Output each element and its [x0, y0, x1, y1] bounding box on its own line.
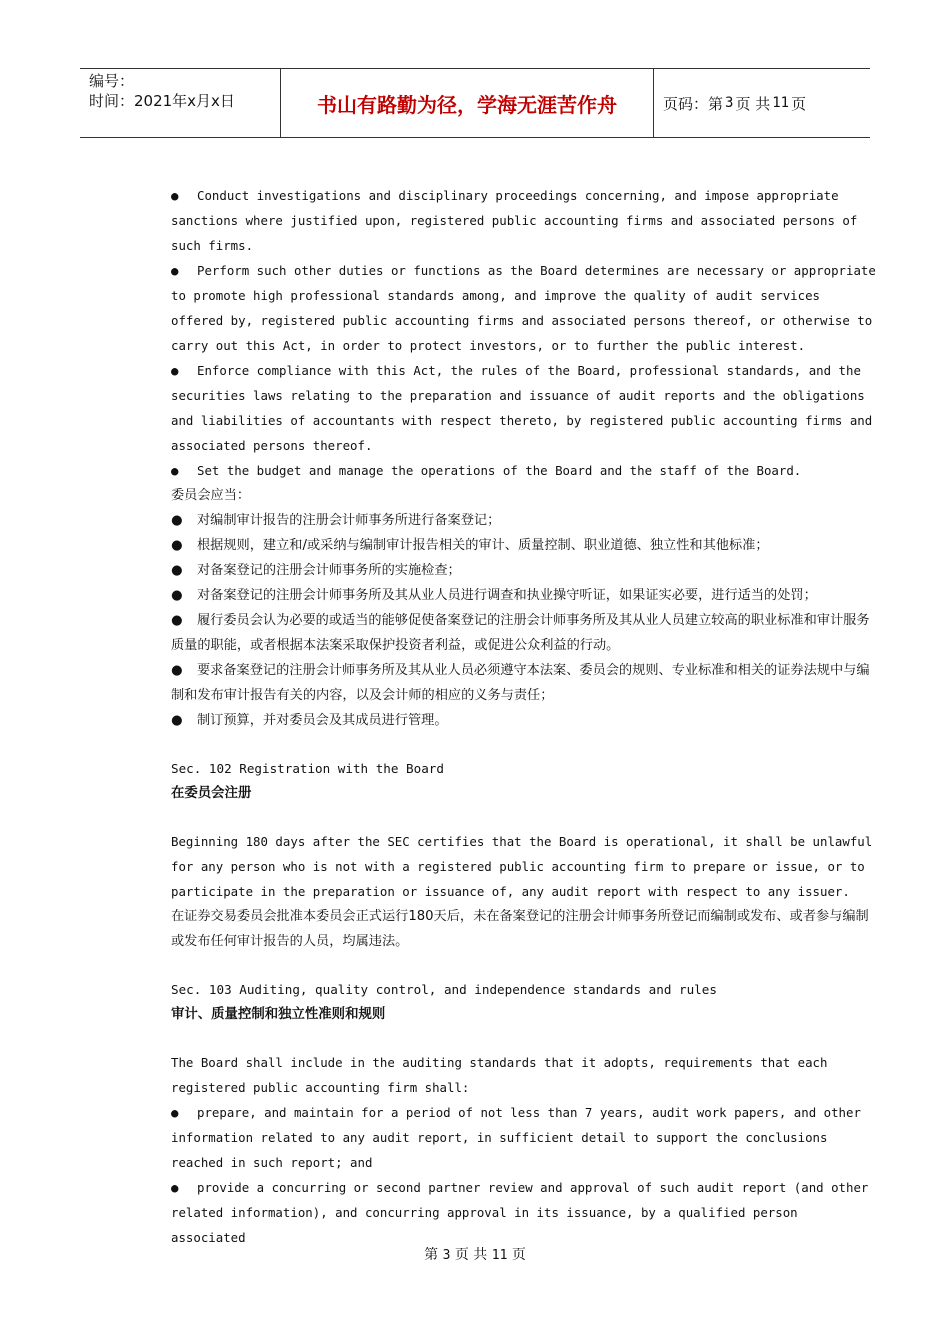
bullet-icon: ●	[171, 513, 183, 528]
sec102-title-en: Sec. 102 Registration with the Board	[171, 761, 444, 776]
list-item-text: 履行委员会认为必要的或适当的能够促使备案登记的注册会计师事务所及其从业人员建立较高的职业标准和审计服务质量的职能，或者根据本法案采取保护投资者利益，或促进公众利益的行动。	[171, 613, 870, 653]
bullet-icon: ●	[171, 588, 183, 603]
sec102-title-zh: 在委员会注册	[171, 786, 252, 801]
list-item	[171, 1100, 877, 1175]
list-item-text: Set the budget and manage the operations of the Board and the staff of the Board.	[197, 463, 802, 478]
list-item	[171, 458, 877, 483]
list-item	[171, 658, 877, 708]
list-item	[171, 608, 877, 658]
list-item-text: 要求备案登记的注册会计师事务所及其从业人员必须遵守本法案、委员会的规则、专业标准和相关的证券法规中与编制和发布审计报告有关的内容，以及会计师的相应的义务与责任；	[171, 663, 870, 703]
bullet-icon: ●	[171, 1105, 179, 1120]
list-item-text: Perform such other duties or functions as the Board determines are necessary or appropriate to promote high professional standards among, and improve the quality of audit services offered by, registered public accounting firms and associated persons thereof, or otherwise to carry out this Act, in order to protect investors, or to further the public interest.	[171, 263, 876, 353]
zh-intro: 委员会应当：	[171, 488, 251, 503]
list-item	[171, 558, 877, 583]
page-prefix: 页码：第	[663, 94, 724, 113]
sec103-intro-en: The Board shall include in the auditing standards that it adopts, requirements that each registered public accounting firm shall:	[171, 1055, 828, 1095]
list-item	[171, 533, 877, 558]
list-item	[171, 258, 877, 358]
footer-prefix: 第	[424, 1247, 439, 1263]
serial-number-label: 编号：	[89, 72, 135, 90]
bullet-icon: ●	[171, 363, 179, 378]
page-suffix: 页	[791, 94, 807, 113]
list-item	[171, 708, 877, 733]
page-total: 11	[772, 95, 790, 111]
list-item-text: provide a concurring or second partner review and approval of such audit report (and other related information), and concurring approval in its issuance, by a qualified person associated	[171, 1180, 869, 1245]
footer-current: 3	[442, 1248, 451, 1263]
bullet-icon: ●	[171, 263, 179, 278]
spacer	[171, 806, 877, 829]
sec103-title-en: Sec. 103 Auditing, quality control, and independence standards and rules	[171, 982, 717, 997]
bullet-icon: ●	[171, 463, 179, 478]
list-item	[171, 183, 877, 258]
sec102-paragraph-en: Beginning 180 days after the SEC certifies that the Board is operational, it shall be unlawful for any person who is not with a registered public accounting firm to prepare or issue, or to participate in the preparation or issuance of, any audit report with respect to any issuer.	[171, 834, 873, 899]
bullet-icon: ●	[171, 713, 183, 728]
list-item-text: 对备案登记的注册会计师事务所及其从业人员进行调查和执业操守听证，如果证实必要，进行适当的处罚；	[197, 588, 817, 603]
header-info-cell	[80, 69, 281, 137]
list-item	[171, 1175, 877, 1250]
bullet-icon: ●	[171, 663, 183, 678]
footer-suffix: 页	[511, 1247, 526, 1263]
page-header	[80, 68, 870, 138]
list-item-text: Enforce compliance with this Act, the rules of the Board, professional standards, and the securities laws relating to the preparation and issuance of audit reports and the obligations and liabilities of accountants with respect thereto, by registered public accounting firms and associated persons thereof.	[171, 363, 873, 453]
list-item-text: 根据规则，建立和/或采纳与编制审计报告相关的审计、质量控制、职业道德、独立性和其他标准；	[197, 538, 769, 553]
date-label: 时间：2021年x月x日	[89, 92, 235, 110]
bullet-icon: ●	[171, 613, 183, 628]
header-motto: 书山有路勤为径，学海无涯苦作舟	[281, 69, 654, 137]
sec103-title-zh: 审计、质量控制和独立性准则和规则	[171, 1007, 386, 1022]
list-item-text: 对备案登记的注册会计师事务所的实施检查；	[197, 563, 461, 578]
bullet-icon: ●	[171, 188, 179, 203]
bullet-icon: ●	[171, 563, 183, 578]
document-body	[171, 183, 877, 1250]
page-mid: 页 共	[735, 94, 771, 113]
page-current: 3	[725, 95, 734, 111]
list-item-text: 对编制审计报告的注册会计师事务所进行备案登记；	[197, 513, 501, 528]
list-item	[171, 358, 877, 458]
list-item-text: 制订预算，并对委员会及其成员进行管理。	[197, 713, 448, 728]
list-item	[171, 583, 877, 608]
bullet-icon: ●	[171, 538, 183, 553]
list-item-text: prepare, and maintain for a period of not less than 7 years, audit work papers, and other information related to any audit report, in sufficient detail to support the conclusions reached in such report; and	[171, 1105, 861, 1170]
sec102-paragraph-zh: 在证券交易委员会批准本委员会正式运行180天后，未在备案登记的注册会计师事务所登记而编制或发布、或者参与编制或发布任何审计报告的人员，均属违法。	[171, 909, 869, 949]
page-footer	[0, 1244, 950, 1264]
list-item	[171, 508, 877, 533]
header-page-number	[654, 69, 870, 137]
footer-mid: 页 共	[454, 1247, 488, 1263]
spacer	[171, 1027, 877, 1050]
spacer	[171, 733, 877, 756]
footer-total: 11	[491, 1248, 508, 1263]
spacer	[171, 954, 877, 977]
list-item-text: Conduct investigations and disciplinary proceedings concerning, and impose appropriate sanctions where justified upon, registered public accounting firms and associated persons of such firms.	[171, 188, 858, 253]
bullet-icon: ●	[171, 1180, 179, 1195]
